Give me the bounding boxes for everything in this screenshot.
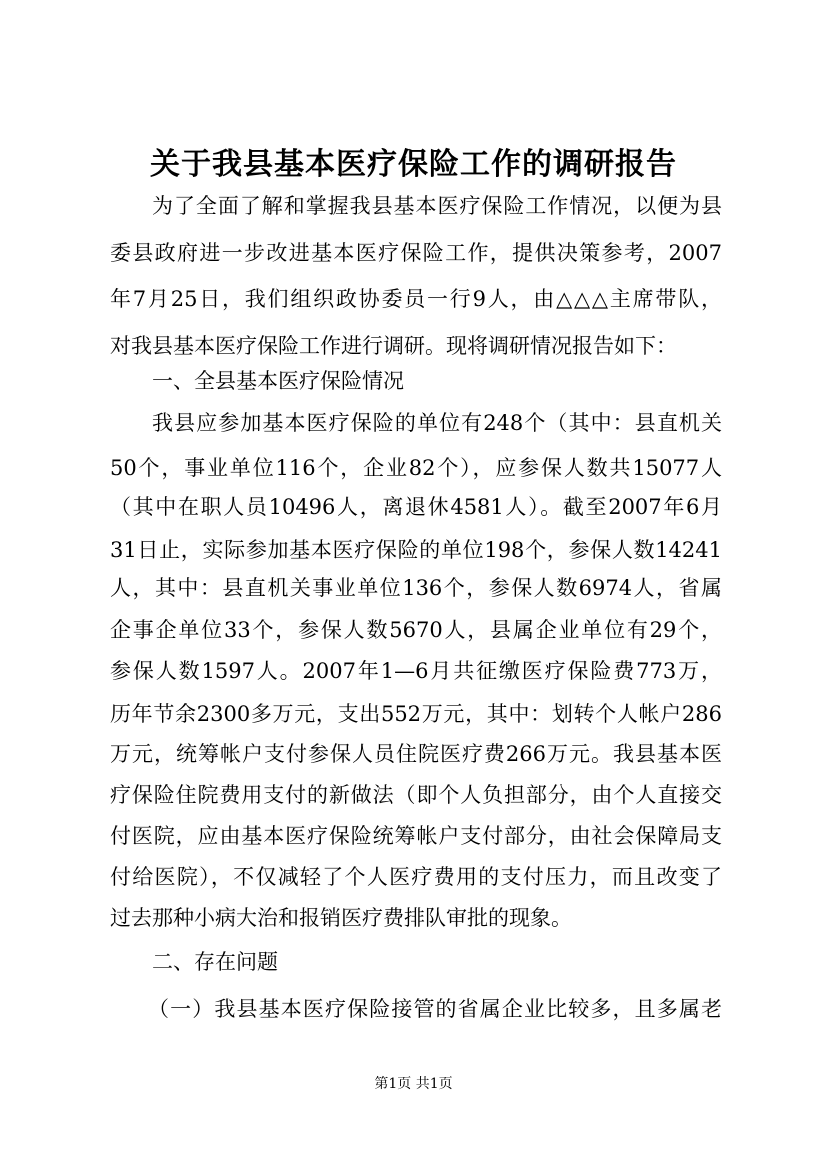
paragraph-line: 万元，统筹帐户支付参保人员住院医疗费266万元。我县基本医 — [110, 742, 722, 766]
paragraph-line: 企事企单位33个，参保人数5670人，县属企业单位有29个， — [110, 618, 722, 642]
paragraph-line: 参保人数1597人。2007年1—6月共征缴医疗保险费773万， — [110, 659, 722, 683]
section-heading: 一、全县基本医疗保险情况 — [152, 369, 404, 393]
paragraph-line: 付给医院），不仅减轻了个人医疗费用的支付压力，而且改变了 — [110, 865, 722, 889]
paragraph-line: 人，其中：县直机关事业单位136个，参保人数6974人，省属 — [110, 576, 722, 600]
paragraph-line: 对我县基本医疗保险工作进行调研。现将调研情况报告如下： — [110, 334, 677, 358]
paragraph-line: 过去那种小病大治和报销医疗费排队审批的现象。 — [110, 906, 572, 930]
document-title: 关于我县基本医疗保险工作的调研报告 — [150, 147, 677, 182]
paragraph-line: 委县政府进一步改进基本医疗保险工作，提供决策参考，2007 — [110, 241, 722, 265]
paragraph-line: 我县应参加基本医疗保险的单位有248个（其中：县直机关 — [152, 411, 722, 435]
paragraph-line: 为了全面了解和掌握我县基本医疗保险工作情况，以便为县 — [152, 194, 722, 218]
paragraph-line: 历年节余2300多万元，支出552万元，其中：划转个人帐户286 — [110, 702, 722, 726]
paragraph-line: 疗保险住院费用支付的新做法（即个人负担部分，由个人直接交 — [110, 783, 722, 807]
paragraph-line: 31日止，实际参加基本医疗保险的单位198个，参保人数14241 — [110, 538, 722, 562]
page-footer: 第1页 共1页 — [374, 1076, 453, 1092]
paragraph-line: （其中在职人员10496人，离退休4581人）。截至2007年6月 — [110, 495, 722, 519]
paragraph-line: （一）我县基本医疗保险接管的省属企业比较多，且多属老 — [148, 997, 722, 1021]
paragraph-line: 年7月25日，我们组织政协委员一行9人，由△△△主席带队， — [110, 287, 722, 311]
section-heading: 二、存在问题 — [152, 950, 278, 974]
paragraph-line: 付医院，应由基本医疗保险统筹帐户支付部分，由社会保障局支 — [110, 824, 722, 848]
paragraph-line: 50个，事业单位116个，企业82个），应参保人数共15077人 — [110, 456, 722, 480]
